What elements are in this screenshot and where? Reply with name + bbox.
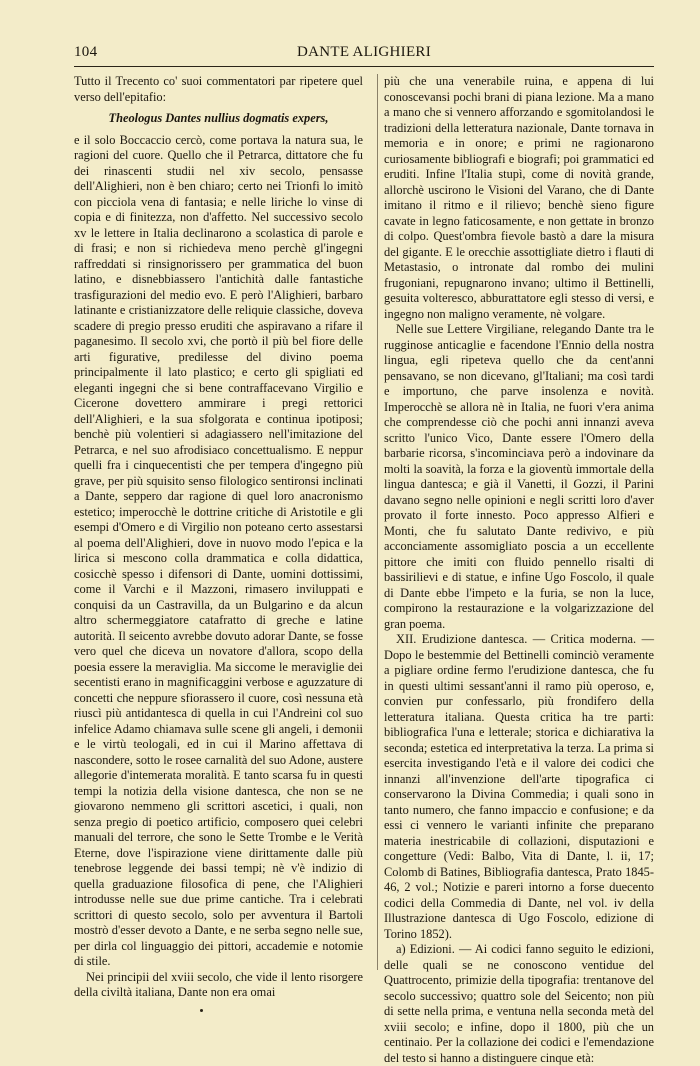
ink-speck: [200, 1009, 203, 1012]
header-rule: [74, 66, 654, 67]
editions-paragraph: a) Edizioni. — Ai codici fanno seguito le edizioni, delle quali se ne conoscono ventidue del Quattrocento, primizie della tipografia: trentanove del secolo successivo; quattro sole del Seicento; non più di sette nella prima, e ventuna nella seconda metà del xviii secolo; e infine, dopo il 1800, più che un centinaio. Per la collazione dei codici e l'emendazione del testo si hanno a distinguere cinque età:: [384, 942, 654, 1065]
right-paragraph-1: più che una venerabile ruina, e appena di lui conoscevansi pochi brani di piana lezione. Ma a mano a mano che si vennero afforzando e sgomitolandosi le tradizioni della letteratura nazionale, Dante tornava in memoria e in onore; e primi ne ragionarono curiosamente bibliografi e biografi; poi grammatici ed eruditi. Infine l'Italia stupì, come di novità grande, allorchè uscirono le Visioni del Varano, che di Dante imitano il ritmo e il rilievo; benchè sieno figure cavate in legno faticosamente, e non gettate in bronzo di colpo. Quest'ombra fievole bastò a dare la misura del gigante. E le orecchie assottigliate dietro i flauti di Metastasio, o intronate dal rombo dei mulini frugoniani, repugnarono invano; ultimo il Bettinelli, gesuita volteresco, abburattatore egli stesso di versi, e ingegno non maligno veramente, nè volgare.: [384, 74, 654, 321]
page-number: 104: [74, 44, 98, 60]
section-xii-paragraph: XII. Erudizione dantesca. — Critica moderna. — Dopo le bestemmie del Bettinelli cominciò veramente a pigliare ordine fermo l'erudizione dantesca, che fu in questi ultimi sessant'anni il ramo più operoso, e, convien pur confessarlo, più frondifero della letteratura italiana. Questa critica ha tre parti: bibliografica l'una e letterale; storica e dichiarativa la seconda; estetica ed interpretativa la terza. La prima si esercita investigando l'età e il valore dei codici che innanzi all'invenzione dell'arte tipografica ci conservarono la Divina Commedia; i quali sono in tanto numero, che fanno impaccio e confusione; e da essi ci vennero le varianti infinite che preparano materia inestricabile di collazioni, disputazioni e congetture (Vedi: Balbo, Vita di Dante, l. ii, 17; Colomb di Batines, Bibliografia dantesca, Prato 1845-46, 2 vol.; Notizie e pareri intorno a forse duecento codici della Commedia di Dante, nel vol. iv della Illustrazione dantesca di Ugo Foscolo, edizione di Torino 1852).: [384, 632, 654, 941]
left-paragraph-1: Tutto il Trecento co' suoi commentatori par ripetere quel verso dell'epitafio:: [74, 74, 363, 104]
column-divider: [377, 74, 378, 970]
left-paragraph-3: Nei principii del xviii secolo, che vide il lento risorgere della civiltà italiana, Dante non era omai: [74, 969, 363, 999]
left-paragraph-2: e il solo Boccaccio cercò, come portava la natura sua, le ragioni del cuore. Quello che il Petrarca, dittatore che fu dei rinascenti studii nel xiv secolo, pensasse dell'Alighieri, non è ben chiaro; certo nei Trionfi lo imitò con picciola vena di fantasia; e nelle liriche lo vinse di copia e di finitezza, non d'affetto. Nel successivo secolo xv le lettere in Italia declinarono a scolastica di parole e di frasi; e non si richiedeva meno perchè gl'ingegni raffreddati si rinsignorissero per grammatica del buon latino, e disnebbiassero l'antichità dalle fantastiche trasfigurazioni del medio evo. E però l'Alighieri, barbaro latinante e cristianizzatore delle reliquie classiche, doveva scadere di pregio presso eruditi che aspiravano a rifare il paganesimo. Il secolo xvi, che portò il più bel fiore delle arti figurative, predilesse del divino poema principalmente il lato plastico; e certo gli spigliati ed eleganti ingegni che si bene contraffacevano Virgilio e Cicerone dovettero ammirare i pregi rettorici dell'Alighieri, e la sua sfolgorata e continua ipotiposi; benchè più volentieri si adagiassero nell'imitazione del Petrarca, e nel suo afrodisiaco concettualismo. E neppur quelli fra i cinquecentisti che per tempera d'ingegno più grave, per più squisito senso filologico sentironsi inclinati a Dante, seppero dar ragione di quel loro anacronismo estetico; imperocchè le dottrine critiche di Aristotile e gli esempi d'Omero e di Virgilio non poteano certo assestarsi al poema dell'Alighieri, dove in nuovo modo l'epica e la lirica si mescono colla drammatica e colla didattica, cosicchè spesso i difensori di Dante, uomini dottissimi, come il Varchi e il Mazzoni, rimasero inviluppati e conquisi da un Castravilla, da un Bulgarino e da alcun altro schermeggiatore catafratto di greche e latine autorità. Il seicento avrebbe dovuto adorar Dante, se fosse vero quel che diceva un novatore d'allora, scopo della poesia essere la meraviglia. Ma siccome le meraviglie dei secentisti erano in magnificaggini verbose e aguzzature di concetti che neppure sfiorassero il cuore, così nessuna età riuscì più antidantesca di quella in cui l'Andreini col suo infelice Adamo chiamava sulle scene gli angeli, i demonii e le virtù teologali, ed in cui il Marino affettava di nascondere, sotto le rosee carnalità del suo Adone, austere allegorie d'intemerata moralità. E tanto scarsa fu in questi tempi la notizia della visione dantesca, che non se ne giovarono nemmeno gli scrittori ascetici, i quali, non senza pregio di poetico artificio, composero quei celebri manuali del terrore, che sono le Sette Trombe e le Verità Eterne, dove l'ispirazione viene dirittamente dalle più tenebrose leggende dei bassi tempi; nè v'è indizio di quella graduazione filosofica di pene, che l'Alighieri introdusse nelle sue due prime cantiche. Tra i celebrati scrittori di questo secolo, solo per avventura il Bartoli mostrò d'esser devoto a Dante, e ne serba segno nelle sue, per dirla col linguaggio dei pittori, accademie e notomie di stile.: [74, 132, 363, 968]
running-title: DANTE ALIGHIERI: [296, 44, 432, 60]
page-header: [74, 44, 654, 66]
right-column: [384, 74, 654, 1066]
left-column: [74, 74, 363, 1001]
right-paragraph-2: Nelle sue Lettere Virgiliane, relegando Dante tra le rugginose anticaglie e facendone l'Ennio della nostra lingua, egli ripeteva quello che da cent'anni pensavano, se non dicevano, gl'Italiani; ma così tardi e importuno, che parve insolenza e novità. Imperocchè se allora nè in Italia, ne fuori v'era anima che comprendesse ciò che pochi anni innanzi aveva scritto l'unico Vico, Dante essere l'Omero della barbarie ricorsa, s'incominciava però a indovinare da molti la soavità, la forza e la gioventù immortale della lingua dantesca; e già il Vanetti, il Gozzi, il Parini davano segno nelle opinioni e negli scritti loro d'aver provato il forte innesto. Poco appresso Alfieri e Monti, che fu salutato Dante redivivo, e più acconciamente assomigliato poscia a un eccellente pittore che imiti con fluido pennello risalti di bassirilievi e di statue, e infine Ugo Foscolo, il quale di Dante ebbe l'impeto e la furia, se non la luce, compirono la restaurazione e la volgarizzazione del gran poema.: [384, 322, 654, 631]
epitaph-quote: Theologus Dantes nullius dogmatis expers,: [108, 111, 329, 125]
